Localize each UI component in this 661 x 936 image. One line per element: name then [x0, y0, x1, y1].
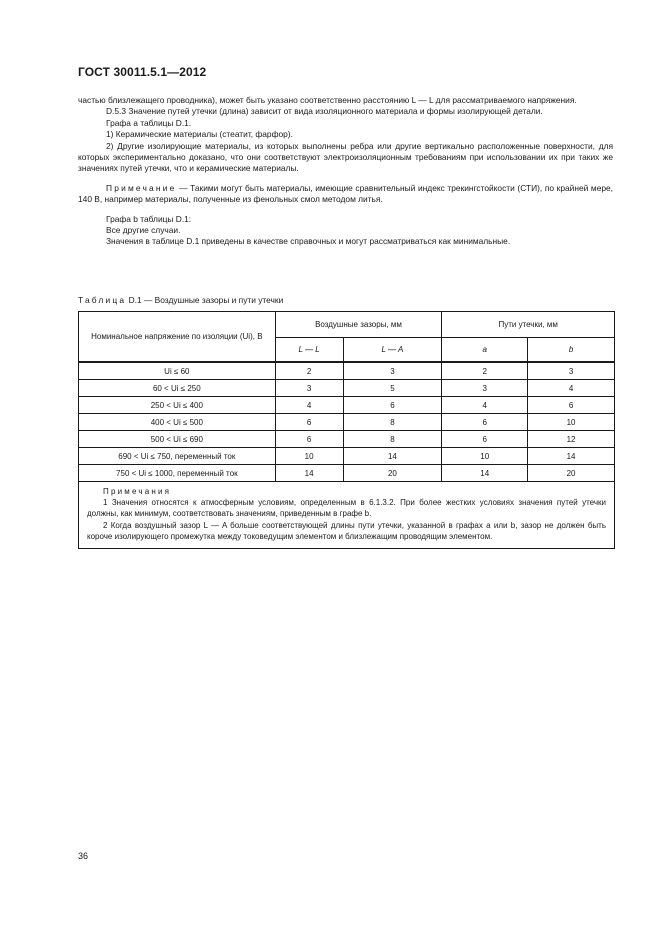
body-text — [78, 95, 613, 248]
cell-voltage: Ui ≤ 60 — [79, 362, 276, 380]
cell-a: 6 — [442, 414, 528, 431]
cell-la: 20 — [343, 465, 442, 482]
note-label: Примечание — [106, 182, 177, 193]
cell-la: 3 — [343, 362, 442, 380]
cell-ll: 10 — [275, 448, 343, 465]
table-caption — [78, 295, 283, 305]
cell-a: 4 — [442, 397, 528, 414]
note-1: 1 Значения относятся к атмосферным условиям, определенным в 6.1.3.2. При более жестких условиях значения путей утечки должны, как минимум, соответствовать значениям, приведенным в графе b. — [87, 498, 606, 519]
paragraph-d53: D.5.3 Значение путей утечки (длина) зависит от вида изоляционного материала и формы изолирующей детали. — [106, 106, 543, 117]
subheader-b: b — [528, 338, 615, 363]
clearance-creepage-table — [78, 311, 615, 549]
cell-la: 8 — [343, 431, 442, 448]
cell-la: 5 — [343, 380, 442, 397]
table-row — [79, 448, 615, 465]
cell-b: 20 — [528, 465, 615, 482]
table-caption-label: Таблица — [78, 295, 127, 305]
page-number: 36 — [78, 851, 89, 861]
cell-la: 14 — [343, 448, 442, 465]
cell-la: 6 — [343, 397, 442, 414]
cell-b: 14 — [528, 448, 615, 465]
cell-ll: 6 — [275, 431, 343, 448]
cell-b: 12 — [528, 431, 615, 448]
cell-ll: 14 — [275, 465, 343, 482]
document-header: ГОСТ 30011.5.1—2012 — [78, 65, 207, 79]
header-rated-voltage: Номинальное напряжение по изоляции (Ui), В — [79, 312, 276, 363]
cell-a: 14 — [442, 465, 528, 482]
cell-voltage: 400 < Ui ≤ 500 — [79, 414, 276, 431]
table-row — [79, 465, 615, 482]
notes-title: Примечания — [103, 487, 172, 496]
subheader-l-a: L — A — [343, 338, 442, 363]
paragraph-other-cases: Все другие случаи. — [106, 225, 181, 236]
cell-ll: 6 — [275, 414, 343, 431]
cell-voltage: 250 < Ui ≤ 400 — [79, 397, 276, 414]
cell-a: 10 — [442, 448, 528, 465]
paragraph-column-b: Графа b таблицы D.1: — [106, 213, 192, 224]
cell-b: 4 — [528, 380, 615, 397]
table-row — [79, 431, 615, 448]
cell-ll: 3 — [275, 380, 343, 397]
cell-la: 8 — [343, 414, 442, 431]
header-creepage-distances: Пути утечки, мм — [442, 312, 615, 338]
cell-voltage: 750 < Ui ≤ 1000, переменный ток — [79, 465, 276, 482]
cell-a: 6 — [442, 431, 528, 448]
table-notes — [79, 482, 615, 549]
table-row — [79, 414, 615, 431]
paragraph-column-a: Графа а таблицы D.1. — [106, 117, 192, 128]
paragraph-reference-values: Значения в таблице D.1 приведены в качестве справочных и могут рассматриваться как минимальные. — [106, 236, 511, 247]
cell-b: 10 — [528, 414, 615, 431]
cell-b: 3 — [528, 362, 615, 380]
cell-ll: 4 — [275, 397, 343, 414]
subheader-a: a — [442, 338, 528, 363]
note-text: — Такими могут быть материалы, имеющие сравнительный индекс трекингстойкости (СТИ), по крайней мере, 140 В, например материалы, полученные из фенольных смол методом литья. — [78, 182, 613, 205]
cell-a: 3 — [442, 380, 528, 397]
cell-voltage: 60 < Ui ≤ 250 — [79, 380, 276, 397]
table-row — [79, 362, 615, 380]
note-2: 2 Когда воздушный зазор L — A больше соответствующей длины пути утечки, указанной в графах a или b, зазор не должен быть короче изолирующего промежутка между токоведущим элементом и близлежащим проводящим элементом. — [87, 520, 606, 541]
cell-voltage: 500 < Ui ≤ 690 — [79, 431, 276, 448]
header-air-clearances: Воздушные зазоры, мм — [275, 312, 442, 338]
table-caption-text: D.1 — Воздушные зазоры и пути утечки — [128, 295, 284, 305]
table-row — [79, 397, 615, 414]
table-row — [79, 380, 615, 397]
cell-b: 6 — [528, 397, 615, 414]
paragraph-continuation: частью близлежащего проводника), может быть указано соответственно расстоянию L — L для рассматриваемого напряжения. — [78, 95, 577, 105]
note-paragraph — [78, 183, 613, 206]
list-item-ceramic: 1) Керамические материалы (стеатит, фарфор). — [106, 129, 293, 140]
list-item-other-materials: 2) Другие изолирующие материалы, из которых выполнены ребра или другие вертикально расположенные поверхности, для которых экспериментально доказано, что они соответствуют электроизоляционным требованиям при использовании их при таких же значениях путей утечки, что и керамические материалы. — [78, 140, 613, 174]
cell-ll: 2 — [275, 362, 343, 380]
cell-voltage: 690 < Ui ≤ 750, переменный ток — [79, 448, 276, 465]
subheader-l-l: L — L — [275, 338, 343, 363]
cell-a: 2 — [442, 362, 528, 380]
